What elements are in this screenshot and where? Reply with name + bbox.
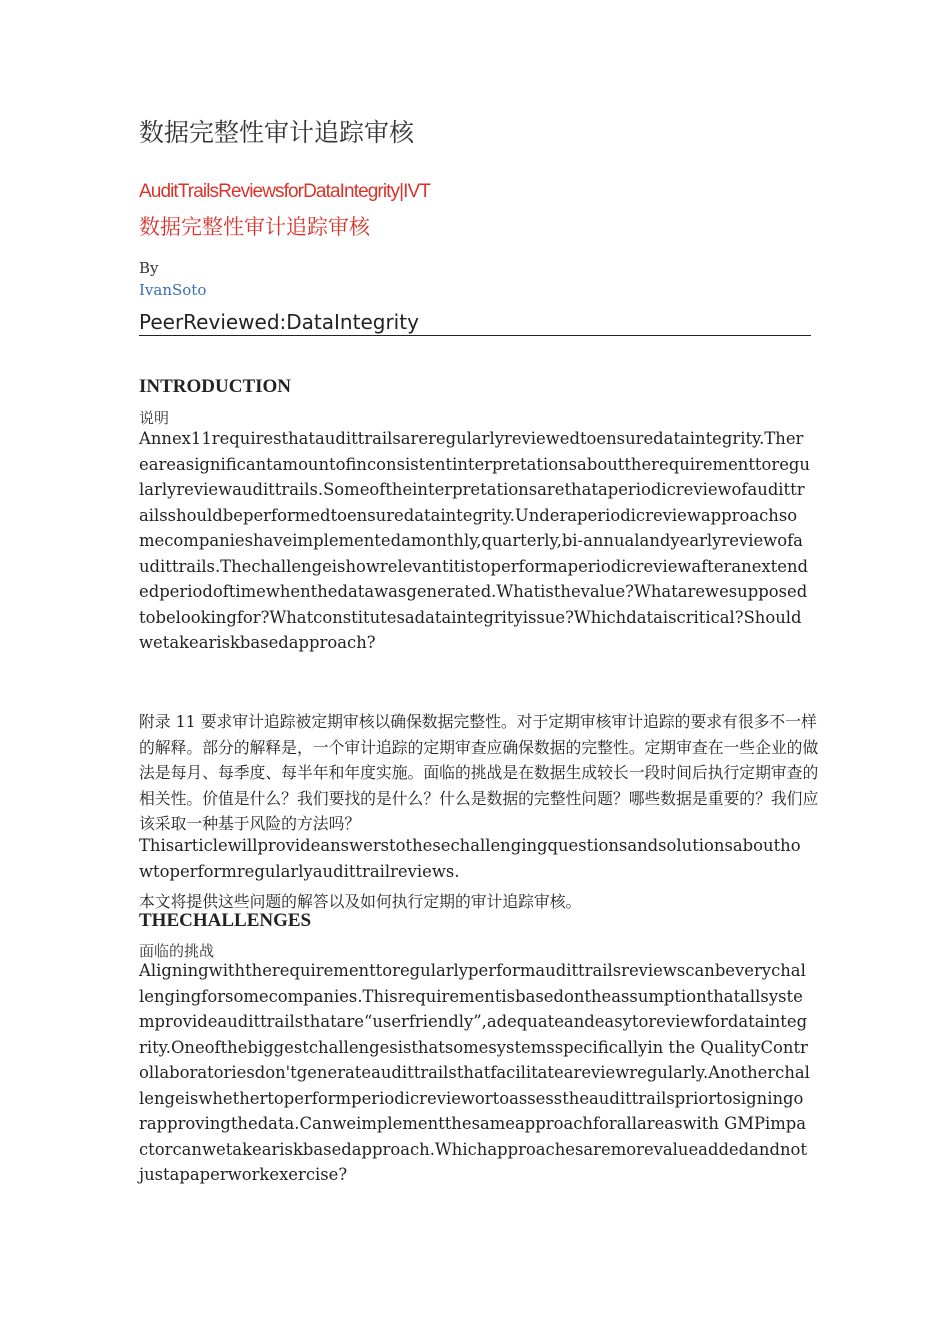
peer-reviewed-label: PeerReviewed:DataIntegrity [139,310,811,336]
introduction-body-zh: 附录 11 要求审计追踪被定期审核以确保数据完整性。对于定期审核审计追踪的要求有很多不一样的解释。部分的解释是，一个审计追踪的定期审查应确保数据的完整性。定期审查在一些企业的做法是每月、每季度、每半年和年度实施。面临的挑战是在数据生成较长一段时间后执行定期审查的相关性。价值是什么？我们要找的是什么？什么是数据的完整性问题？哪些数据是重要的？我们应该采取一种基于风险的方法吗？ [139,712,819,833]
challenges-heading-zh: 面临的挑战 [139,942,215,960]
introduction-heading-zh: 说明 [139,409,170,427]
challenges-heading: THECHALLENGES [139,910,312,931]
introduction-body-en: Annex11requiresthataudittrailsareregularlyreviewedtoensuredataintegrity.Thereareasignificantamountofinconsistentinterpretationsabouttherequirementtoregularlyreviewaudittrails.Someoftheinterpretationsarethataperiodicreviewofaudittrailsshouldbeperformedtoensuredataintegrity.Underaperiodicreviewapproachsomecompanieshaveimplementedamonthly,quarterly,bi-annualandyearlyreviewofaudittrails.Thechallengeishowrelevantitistoperformaperiodicreviewafteranextendedperiodoftimewhenthedatawasgenerated.Whatisthevalue?Whatarewesupposedtobelookingfor?Whatconstitutesadataintegrityissue?Whichdataiscritical?Shouldwetakeariskbasedapproach? [139,429,810,652]
article-summary-en: Thisarticlewillprovideanswerstothesechallengingquestionsandsolutionsabouthowtoperformregularlyaudittrailreviews. [139,836,801,881]
challenges-body-en: Aligningwiththerequirementtoregularlyperformaudittrailsreviewscanbeverychallengingforsomecompanies.Thisrequirementisbasedontheassumptionthatallsystemprovideaudittrailsthatare“userfriendly”,adequateandeasytoreviewfordataintegrity.Oneofthebiggestchallengesisthatsomesystemsspecificallyin the QualityControllaboratoriesdon'tgenerateaudittrailsthatfacilitateareviewregularly.Anotherchallengeiswhethertoperformperiodicreviewortoassesstheaudittrailspriortosigningorapprovingthedata.Canweimplementthesameapproachforallareaswith GMPimpactorcanwetakeariskbasedapproach.Whichapproachesaremorevalueaddedandnotjustapaperworkexercise? [139,961,810,1184]
author-link[interactable]: IvanSoto [139,281,207,299]
article-title-zh: 数据完整性审计追踪审核 [139,215,370,239]
document-title: 数据完整性审计追踪审核 [139,118,415,147]
article-title-en[interactable]: AuditTrailsReviewsforDataIntegrity|IVT [139,181,431,202]
introduction-heading: INTRODUCTION [139,376,292,397]
by-label: By [139,259,159,277]
article-summary-zh: 本文将提供这些问题的解答以及如何执行定期的审计追踪审核。 [139,892,582,911]
